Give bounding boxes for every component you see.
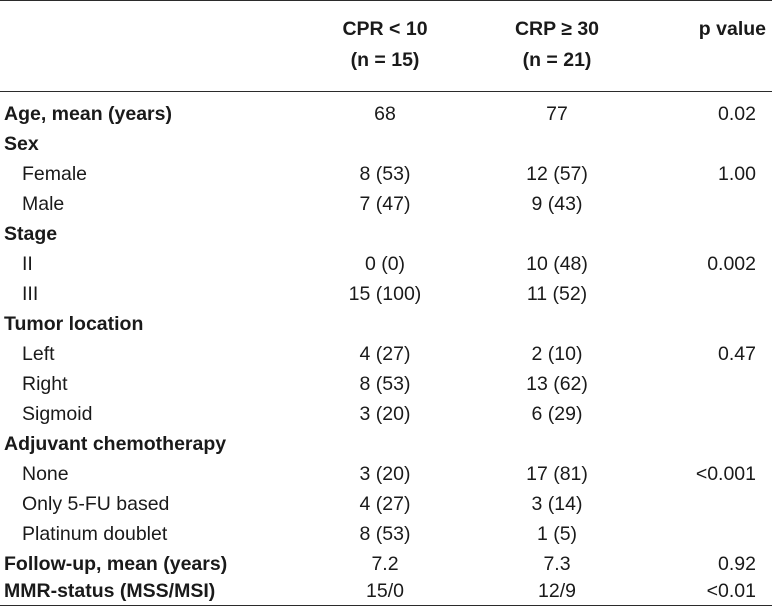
table-row-male: [0, 189, 772, 219]
table-top-rule: [0, 0, 772, 1]
table-row-sigmoid: [0, 399, 772, 429]
crp-high-value: 10 (48): [526, 253, 588, 275]
table-row-age: [0, 99, 772, 129]
p-value: 0.002: [707, 253, 756, 275]
table-row-stage-iii: [0, 279, 772, 309]
header-crp-high: [482, 14, 632, 76]
row-label: MMR-status (MSS/MSI): [4, 580, 216, 602]
cpr-low-value: 7.2: [371, 553, 399, 575]
crp-high-value: 11 (52): [526, 283, 588, 305]
table-row-adjuvant-heading: [0, 429, 772, 459]
table-row-5fu: [0, 489, 772, 519]
table-row-right: [0, 369, 772, 399]
header-cpr-low: [310, 14, 460, 76]
cpr-low-value: 8 (53): [359, 163, 411, 185]
crp-high-value: 6 (29): [531, 403, 583, 425]
cpr-low-value: 8 (53): [359, 523, 411, 545]
table-row-sex-heading: [0, 129, 772, 159]
header-crp-high-count: (n = 21): [522, 49, 592, 71]
row-label: Platinum doublet: [22, 523, 168, 545]
header-p-value-label: p value: [698, 18, 766, 40]
p-value: 0.92: [718, 553, 756, 575]
crp-high-value: 2 (10): [531, 343, 583, 365]
row-label: Female: [22, 163, 88, 185]
table-row-female: [0, 159, 772, 189]
p-value: <0.001: [695, 463, 756, 485]
cpr-low-value: 15 (100): [348, 283, 422, 305]
table-row-tumor-location-heading: [0, 309, 772, 339]
cpr-low-value: 8 (53): [359, 373, 411, 395]
p-value: 0.02: [718, 103, 756, 125]
row-label: Adjuvant chemotherapy: [4, 433, 227, 455]
row-label: Only 5-FU based: [22, 493, 170, 515]
crp-high-value: 17 (81): [526, 463, 588, 485]
cpr-low-value: 4 (27): [359, 493, 411, 515]
row-label: Sex: [4, 133, 39, 155]
row-label: Sigmoid: [22, 403, 93, 425]
cpr-low-value: 15/0: [366, 580, 404, 602]
header-p-value: [660, 14, 766, 45]
crp-high-value: 3 (14): [531, 493, 583, 515]
header-cpr-low-title: CPR < 10: [342, 18, 428, 40]
cpr-low-value: 68: [374, 103, 396, 125]
p-value: 0.47: [718, 343, 756, 365]
table-row-mmr-status: [0, 576, 772, 606]
table-row-follow-up: [0, 549, 772, 579]
row-label: Male: [22, 193, 65, 215]
header-rule: [0, 91, 772, 92]
cpr-low-value: 3 (20): [359, 463, 411, 485]
row-label: Stage: [4, 223, 58, 245]
table-row-stage-heading: [0, 219, 772, 249]
crp-high-value: 12 (57): [526, 163, 588, 185]
p-value: <0.01: [706, 580, 756, 602]
cpr-low-value: 0 (0): [364, 253, 406, 275]
row-label: Age, mean (years): [4, 103, 172, 125]
cpr-low-value: 4 (27): [359, 343, 411, 365]
table-row-stage-ii: [0, 249, 772, 279]
cpr-low-value: 3 (20): [359, 403, 411, 425]
row-label: II: [22, 253, 33, 275]
row-label: Right: [22, 373, 68, 395]
row-label: None: [22, 463, 69, 485]
crp-high-value: 7.3: [543, 553, 571, 575]
row-label: Left: [22, 343, 55, 365]
header-crp-high-title: CRP ≥ 30: [514, 18, 600, 40]
crp-high-value: 12/9: [538, 580, 576, 602]
row-label: Follow-up, mean (years): [4, 553, 228, 575]
crp-high-value: 9 (43): [531, 193, 583, 215]
row-label: III: [22, 283, 39, 305]
row-label: Tumor location: [4, 313, 144, 335]
table-row-platinum: [0, 519, 772, 549]
crp-high-value: 13 (62): [526, 373, 588, 395]
cpr-low-value: 7 (47): [359, 193, 411, 215]
p-value: 1.00: [718, 163, 756, 185]
header-cpr-low-count: (n = 15): [350, 49, 420, 71]
crp-high-value: 77: [546, 103, 568, 125]
crp-high-value: 1 (5): [536, 523, 578, 545]
table-row-none: [0, 459, 772, 489]
table-row-left: [0, 339, 772, 369]
